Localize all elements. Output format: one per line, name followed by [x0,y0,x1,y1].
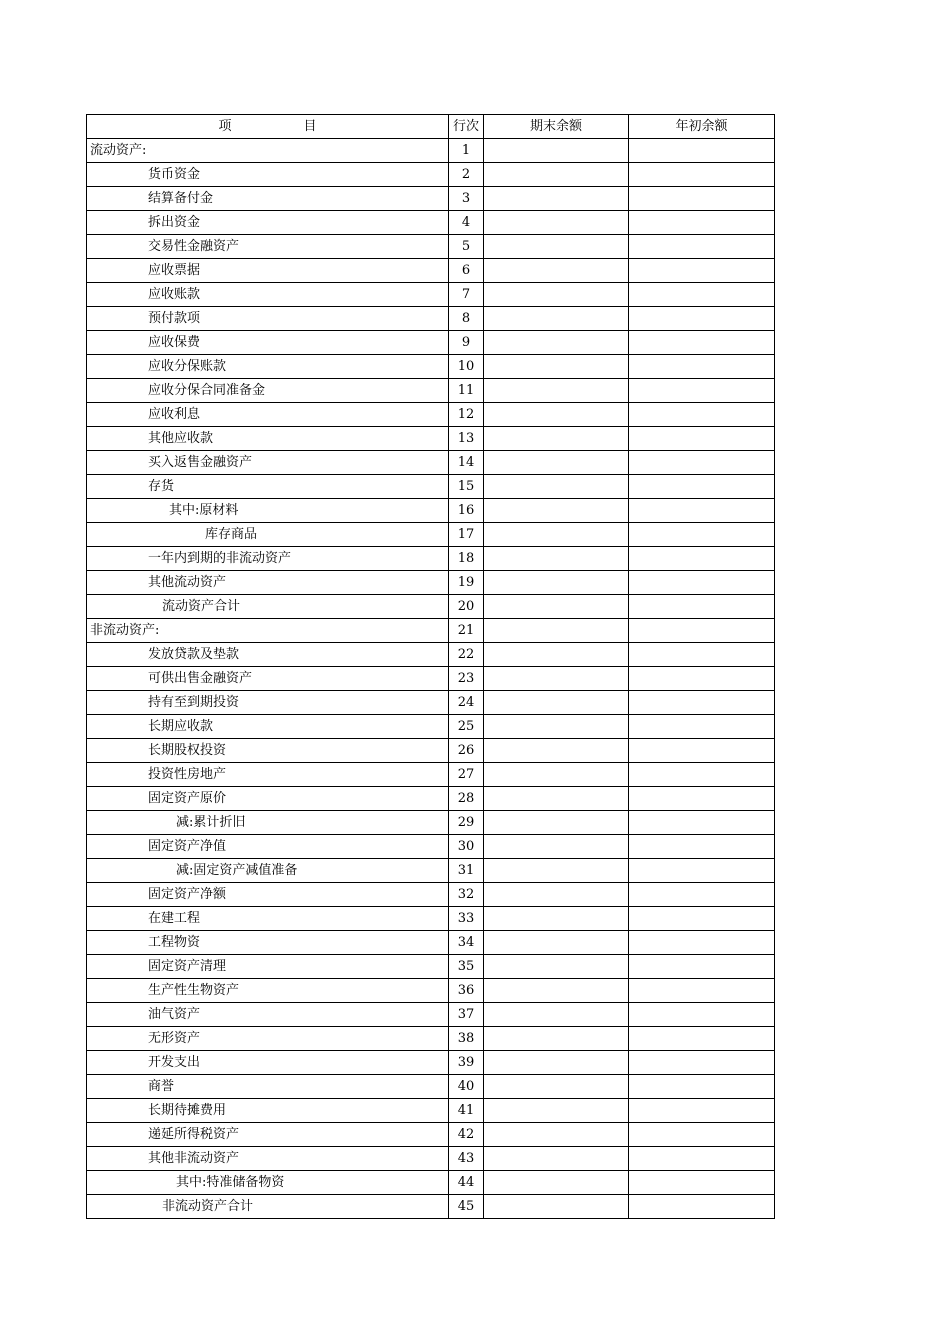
table-row [87,235,775,259]
row-number: 4 [449,211,484,235]
end-balance-cell[interactable] [484,307,629,331]
row-label: 减:累计折旧 [87,811,449,835]
table-row [87,643,775,667]
row-label: 流动资产合计 [87,595,449,619]
row-label: 长期待摊费用 [87,1099,449,1123]
row-number: 15 [449,475,484,499]
end-balance-cell[interactable] [484,859,629,883]
end-balance-cell[interactable] [484,547,629,571]
table-row [87,763,775,787]
row-number: 22 [449,643,484,667]
table-row [87,1123,775,1147]
end-balance-cell[interactable] [484,1123,629,1147]
begin-balance-cell[interactable] [629,571,775,595]
end-balance-cell[interactable] [484,787,629,811]
table-row [87,883,775,907]
table-row [87,499,775,523]
row-number: 43 [449,1147,484,1171]
end-balance-cell[interactable] [484,163,629,187]
begin-balance-cell[interactable] [629,451,775,475]
header-row [87,115,775,139]
end-balance-cell[interactable] [484,403,629,427]
row-number: 14 [449,451,484,475]
row-number: 21 [449,619,484,643]
end-balance-cell[interactable] [484,427,629,451]
begin-balance-cell[interactable] [629,499,775,523]
table-row [87,283,775,307]
row-number: 18 [449,547,484,571]
begin-balance-cell[interactable] [629,1195,775,1219]
begin-balance-cell[interactable] [629,859,775,883]
row-number: 2 [449,163,484,187]
end-balance-cell[interactable] [484,691,629,715]
table-row [87,1027,775,1051]
row-number: 26 [449,739,484,763]
end-balance-cell[interactable] [484,1195,629,1219]
table-row [87,379,775,403]
begin-balance-cell[interactable] [629,403,775,427]
row-number: 20 [449,595,484,619]
row-number: 35 [449,955,484,979]
begin-balance-cell[interactable] [629,787,775,811]
row-label: 其他应收款 [87,427,449,451]
table-row [87,811,775,835]
end-balance-cell[interactable] [484,931,629,955]
end-balance-cell[interactable] [484,715,629,739]
row-label: 应收票据 [87,259,449,283]
row-label: 应收分保合同准备金 [87,379,449,403]
table-row [87,163,775,187]
table-row [87,931,775,955]
begin-balance-cell[interactable] [629,883,775,907]
begin-balance-cell[interactable] [629,1003,775,1027]
balance-sheet-table [86,114,775,1219]
row-label: 长期应收款 [87,715,449,739]
begin-balance-cell[interactable] [629,931,775,955]
begin-balance-cell[interactable] [629,259,775,283]
row-label: 无形资产 [87,1027,449,1051]
end-balance-cell[interactable] [484,979,629,1003]
table-row [87,1099,775,1123]
end-balance-cell[interactable] [484,499,629,523]
end-balance-cell[interactable] [484,1171,629,1195]
table-row [87,835,775,859]
row-number: 29 [449,811,484,835]
begin-balance-cell[interactable] [629,835,775,859]
row-number: 7 [449,283,484,307]
row-label: 交易性金融资产 [87,235,449,259]
row-label: 投资性房地产 [87,763,449,787]
row-number: 45 [449,1195,484,1219]
row-label: 工程物资 [87,931,449,955]
end-balance-cell[interactable] [484,187,629,211]
row-label: 流动资产: [87,139,449,163]
row-label: 结算备付金 [87,187,449,211]
begin-balance-cell[interactable] [629,307,775,331]
row-label: 应收分保账款 [87,355,449,379]
table-row [87,619,775,643]
end-balance-cell[interactable] [484,523,629,547]
end-balance-cell[interactable] [484,667,629,691]
end-balance-cell[interactable] [484,451,629,475]
row-label: 油气资产 [87,1003,449,1027]
table-row [87,307,775,331]
begin-balance-cell[interactable] [629,811,775,835]
begin-balance-cell[interactable] [629,283,775,307]
end-balance-cell[interactable] [484,571,629,595]
begin-balance-cell[interactable] [629,763,775,787]
row-number: 17 [449,523,484,547]
begin-balance-cell[interactable] [629,619,775,643]
row-label: 其中:原材料 [87,499,449,523]
row-number: 19 [449,571,484,595]
table-row [87,259,775,283]
row-label: 其中:特准储备物资 [87,1171,449,1195]
table-row [87,787,775,811]
table-row [87,451,775,475]
row-number: 10 [449,355,484,379]
row-number: 23 [449,667,484,691]
row-label: 一年内到期的非流动资产 [87,547,449,571]
end-balance-cell[interactable] [484,139,629,163]
begin-balance-cell[interactable] [629,667,775,691]
row-number: 44 [449,1171,484,1195]
row-label: 商誉 [87,1075,449,1099]
row-number: 25 [449,715,484,739]
table-row [87,403,775,427]
row-label: 非流动资产: [87,619,449,643]
end-balance-cell[interactable] [484,955,629,979]
row-label: 其他非流动资产 [87,1147,449,1171]
row-number: 38 [449,1027,484,1051]
table-row [87,691,775,715]
end-balance-cell[interactable] [484,331,629,355]
begin-balance-cell[interactable] [629,643,775,667]
begin-balance-cell[interactable] [629,691,775,715]
header-item [87,115,449,139]
row-number: 28 [449,787,484,811]
begin-balance-cell[interactable] [629,187,775,211]
row-number: 27 [449,763,484,787]
begin-balance-cell[interactable] [629,979,775,1003]
row-label: 预付款项 [87,307,449,331]
row-number: 9 [449,331,484,355]
row-label: 递延所得税资产 [87,1123,449,1147]
row-label: 在建工程 [87,907,449,931]
row-label: 存货 [87,475,449,499]
table-row [87,1075,775,1099]
row-number: 12 [449,403,484,427]
row-number: 1 [449,139,484,163]
begin-balance-cell[interactable] [629,1051,775,1075]
end-balance-cell[interactable] [484,1027,629,1051]
row-label: 应收利息 [87,403,449,427]
row-label: 发放贷款及垫款 [87,643,449,667]
end-balance-cell[interactable] [484,379,629,403]
table-row [87,595,775,619]
row-label: 应收保费 [87,331,449,355]
header-row-no: 行次 [449,115,484,139]
table-row [87,331,775,355]
begin-balance-cell[interactable] [629,739,775,763]
row-label: 可供出售金融资产 [87,667,449,691]
end-balance-cell[interactable] [484,1099,629,1123]
end-balance-cell[interactable] [484,595,629,619]
begin-balance-cell[interactable] [629,475,775,499]
table-row [87,427,775,451]
table-row [87,955,775,979]
row-number: 5 [449,235,484,259]
row-label: 拆出资金 [87,211,449,235]
row-label: 生产性生物资产 [87,979,449,1003]
end-balance-cell[interactable] [484,883,629,907]
table-row [87,1051,775,1075]
begin-balance-cell[interactable] [629,427,775,451]
begin-balance-cell[interactable] [629,1075,775,1099]
end-balance-cell[interactable] [484,835,629,859]
row-label: 持有至到期投资 [87,691,449,715]
row-number: 39 [449,1051,484,1075]
row-number: 36 [449,979,484,1003]
header-begin-balance: 年初余额 [629,115,775,139]
end-balance-cell[interactable] [484,235,629,259]
end-balance-cell[interactable] [484,1051,629,1075]
end-balance-cell[interactable] [484,739,629,763]
table-row [87,715,775,739]
begin-balance-cell[interactable] [629,331,775,355]
row-number: 30 [449,835,484,859]
table-row [87,979,775,1003]
row-number: 24 [449,691,484,715]
begin-balance-cell[interactable] [629,139,775,163]
row-number: 37 [449,1003,484,1027]
table-row [87,211,775,235]
row-label: 固定资产原价 [87,787,449,811]
begin-balance-cell[interactable] [629,211,775,235]
row-label: 货币资金 [87,163,449,187]
row-number: 6 [449,259,484,283]
table-row [87,907,775,931]
end-balance-cell[interactable] [484,763,629,787]
begin-balance-cell[interactable] [629,1147,775,1171]
table-row [87,355,775,379]
table-row [87,547,775,571]
row-label: 固定资产净值 [87,835,449,859]
row-number: 8 [449,307,484,331]
end-balance-cell[interactable] [484,907,629,931]
row-label: 固定资产清理 [87,955,449,979]
row-number: 13 [449,427,484,451]
begin-balance-cell[interactable] [629,1171,775,1195]
header-item-left: 项 [218,119,232,134]
row-label: 库存商品 [87,523,449,547]
begin-balance-cell[interactable] [629,235,775,259]
row-label: 非流动资产合计 [87,1195,449,1219]
begin-balance-cell[interactable] [629,1099,775,1123]
row-label: 应收账款 [87,283,449,307]
begin-balance-cell[interactable] [629,955,775,979]
end-balance-cell[interactable] [484,811,629,835]
row-label: 开发支出 [87,1051,449,1075]
header-item-right: 目 [303,119,317,134]
table-row [87,1003,775,1027]
end-balance-cell[interactable] [484,643,629,667]
row-number: 34 [449,931,484,955]
end-balance-cell[interactable] [484,1075,629,1099]
row-number: 32 [449,883,484,907]
begin-balance-cell[interactable] [629,379,775,403]
begin-balance-cell[interactable] [629,547,775,571]
table-row [87,1171,775,1195]
begin-balance-cell[interactable] [629,1123,775,1147]
begin-balance-cell[interactable] [629,523,775,547]
row-label: 固定资产净额 [87,883,449,907]
end-balance-cell[interactable] [484,619,629,643]
table-row [87,859,775,883]
table-row [87,571,775,595]
end-balance-cell[interactable] [484,355,629,379]
begin-balance-cell[interactable] [629,1027,775,1051]
begin-balance-cell[interactable] [629,355,775,379]
table-row [87,739,775,763]
table-row [87,475,775,499]
row-number: 16 [449,499,484,523]
row-number: 40 [449,1075,484,1099]
begin-balance-cell[interactable] [629,595,775,619]
row-number: 3 [449,187,484,211]
row-number: 31 [449,859,484,883]
begin-balance-cell[interactable] [629,715,775,739]
end-balance-cell[interactable] [484,1147,629,1171]
row-number: 33 [449,907,484,931]
row-number: 11 [449,379,484,403]
table-row [87,139,775,163]
end-balance-cell[interactable] [484,211,629,235]
row-label: 长期股权投资 [87,739,449,763]
row-label: 买入返售金融资产 [87,451,449,475]
table-row [87,1195,775,1219]
end-balance-cell[interactable] [484,259,629,283]
table-row [87,523,775,547]
row-number: 42 [449,1123,484,1147]
row-label: 其他流动资产 [87,571,449,595]
table-row [87,187,775,211]
end-balance-cell[interactable] [484,283,629,307]
end-balance-cell[interactable] [484,475,629,499]
end-balance-cell[interactable] [484,1003,629,1027]
table-row [87,1147,775,1171]
row-label: 减:固定资产减值准备 [87,859,449,883]
header-end-balance: 期末余额 [484,115,629,139]
table-row [87,667,775,691]
begin-balance-cell[interactable] [629,907,775,931]
begin-balance-cell[interactable] [629,163,775,187]
row-number: 41 [449,1099,484,1123]
